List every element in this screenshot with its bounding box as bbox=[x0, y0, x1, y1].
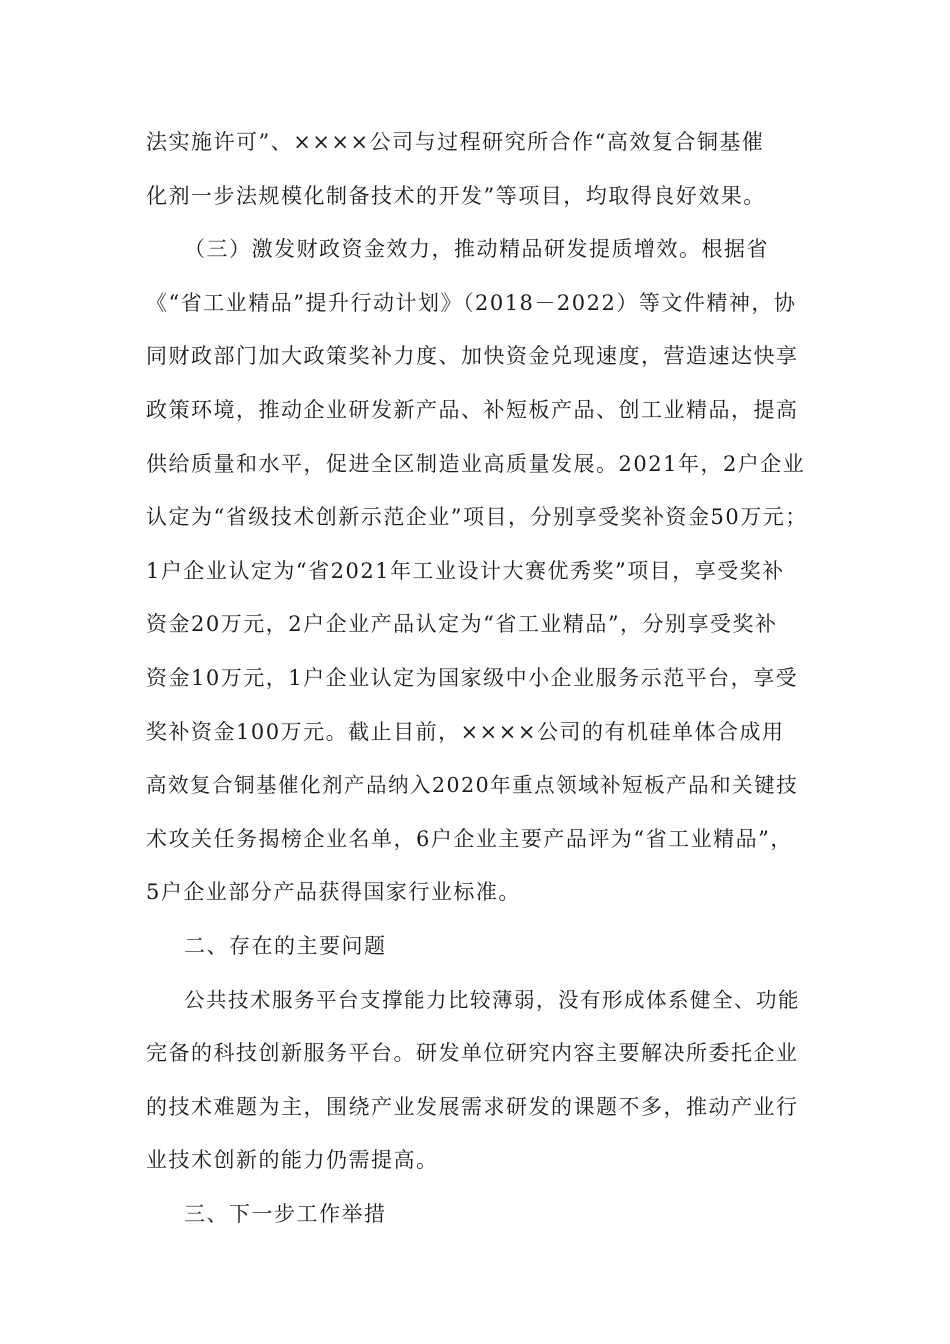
document-body bbox=[146, 129, 810, 1254]
text-line: 1户企业认定为“省2021年工业设计大赛优秀奖”项目，享受奖补 bbox=[146, 558, 785, 583]
text-line: 法实施许可”、××××公司与过程研究所合作“高效复合铜基催 bbox=[146, 130, 765, 154]
text-line: 供给质量和水平，促进全区制造业高质量发展。2021年，2户企业 bbox=[146, 451, 806, 476]
text-line: 公共技术服务平台支撑能力比较薄弱，没有形成体系健全、功能 bbox=[184, 987, 800, 1012]
text-line: 完备的科技创新服务平台。研发单位研究内容主要解决所委托企业 bbox=[146, 1041, 799, 1066]
text-line: 同财政部门加大政策奖补力度、加快资金兑现速度，营造速达快享 bbox=[146, 344, 799, 369]
text-line: 5户企业部分产品获得国家行业标准。 bbox=[146, 880, 521, 905]
text-line: 认定为“省级技术创新示范企业”项目，分别享受奖补资金50万元； bbox=[146, 505, 808, 530]
section-heading-problems: 二、存在的主要问题 bbox=[184, 933, 387, 958]
text-line: 的技术难题为主，围绕产业发展需求研发的课题不多，推动产业行 bbox=[146, 1094, 799, 1119]
text-line: 资金10万元，1户企业认定为国家级中小企业服务示范平台，享受 bbox=[146, 665, 799, 690]
text-line: 《“省工业精品”提升行动计划》（2018－2022）等文件精神，协 bbox=[146, 290, 797, 315]
text-line: 业技术创新的能力仍需提高。 bbox=[146, 1148, 439, 1173]
text-line: 奖补资金100万元。截止目前，××××公司的有机硅单体合成用 bbox=[146, 719, 785, 744]
section-heading-line: （三）激发财政资金效力，推动精品研发提质增效。根据省 bbox=[184, 237, 769, 262]
text-line: 资金20万元，2户企业产品认定为“省工业精品”，分别享受奖补 bbox=[146, 612, 778, 637]
text-line: 术攻关任务揭榜企业名单，6户企业主要产品评为“省工业精品”， bbox=[146, 826, 793, 851]
text-line: 化剂一步法规模化制备技术的开发”等项目，均取得良好效果。 bbox=[146, 183, 766, 208]
text-line: 政策环境，推动企业研发新产品、补短板产品、创工业精品，提高 bbox=[146, 397, 799, 422]
section-heading-next-steps: 三、下一步工作举措 bbox=[184, 1201, 387, 1226]
text-line: 高效复合铜基催化剂产品纳入2020年重点领域补短板产品和关键技 bbox=[146, 773, 799, 798]
